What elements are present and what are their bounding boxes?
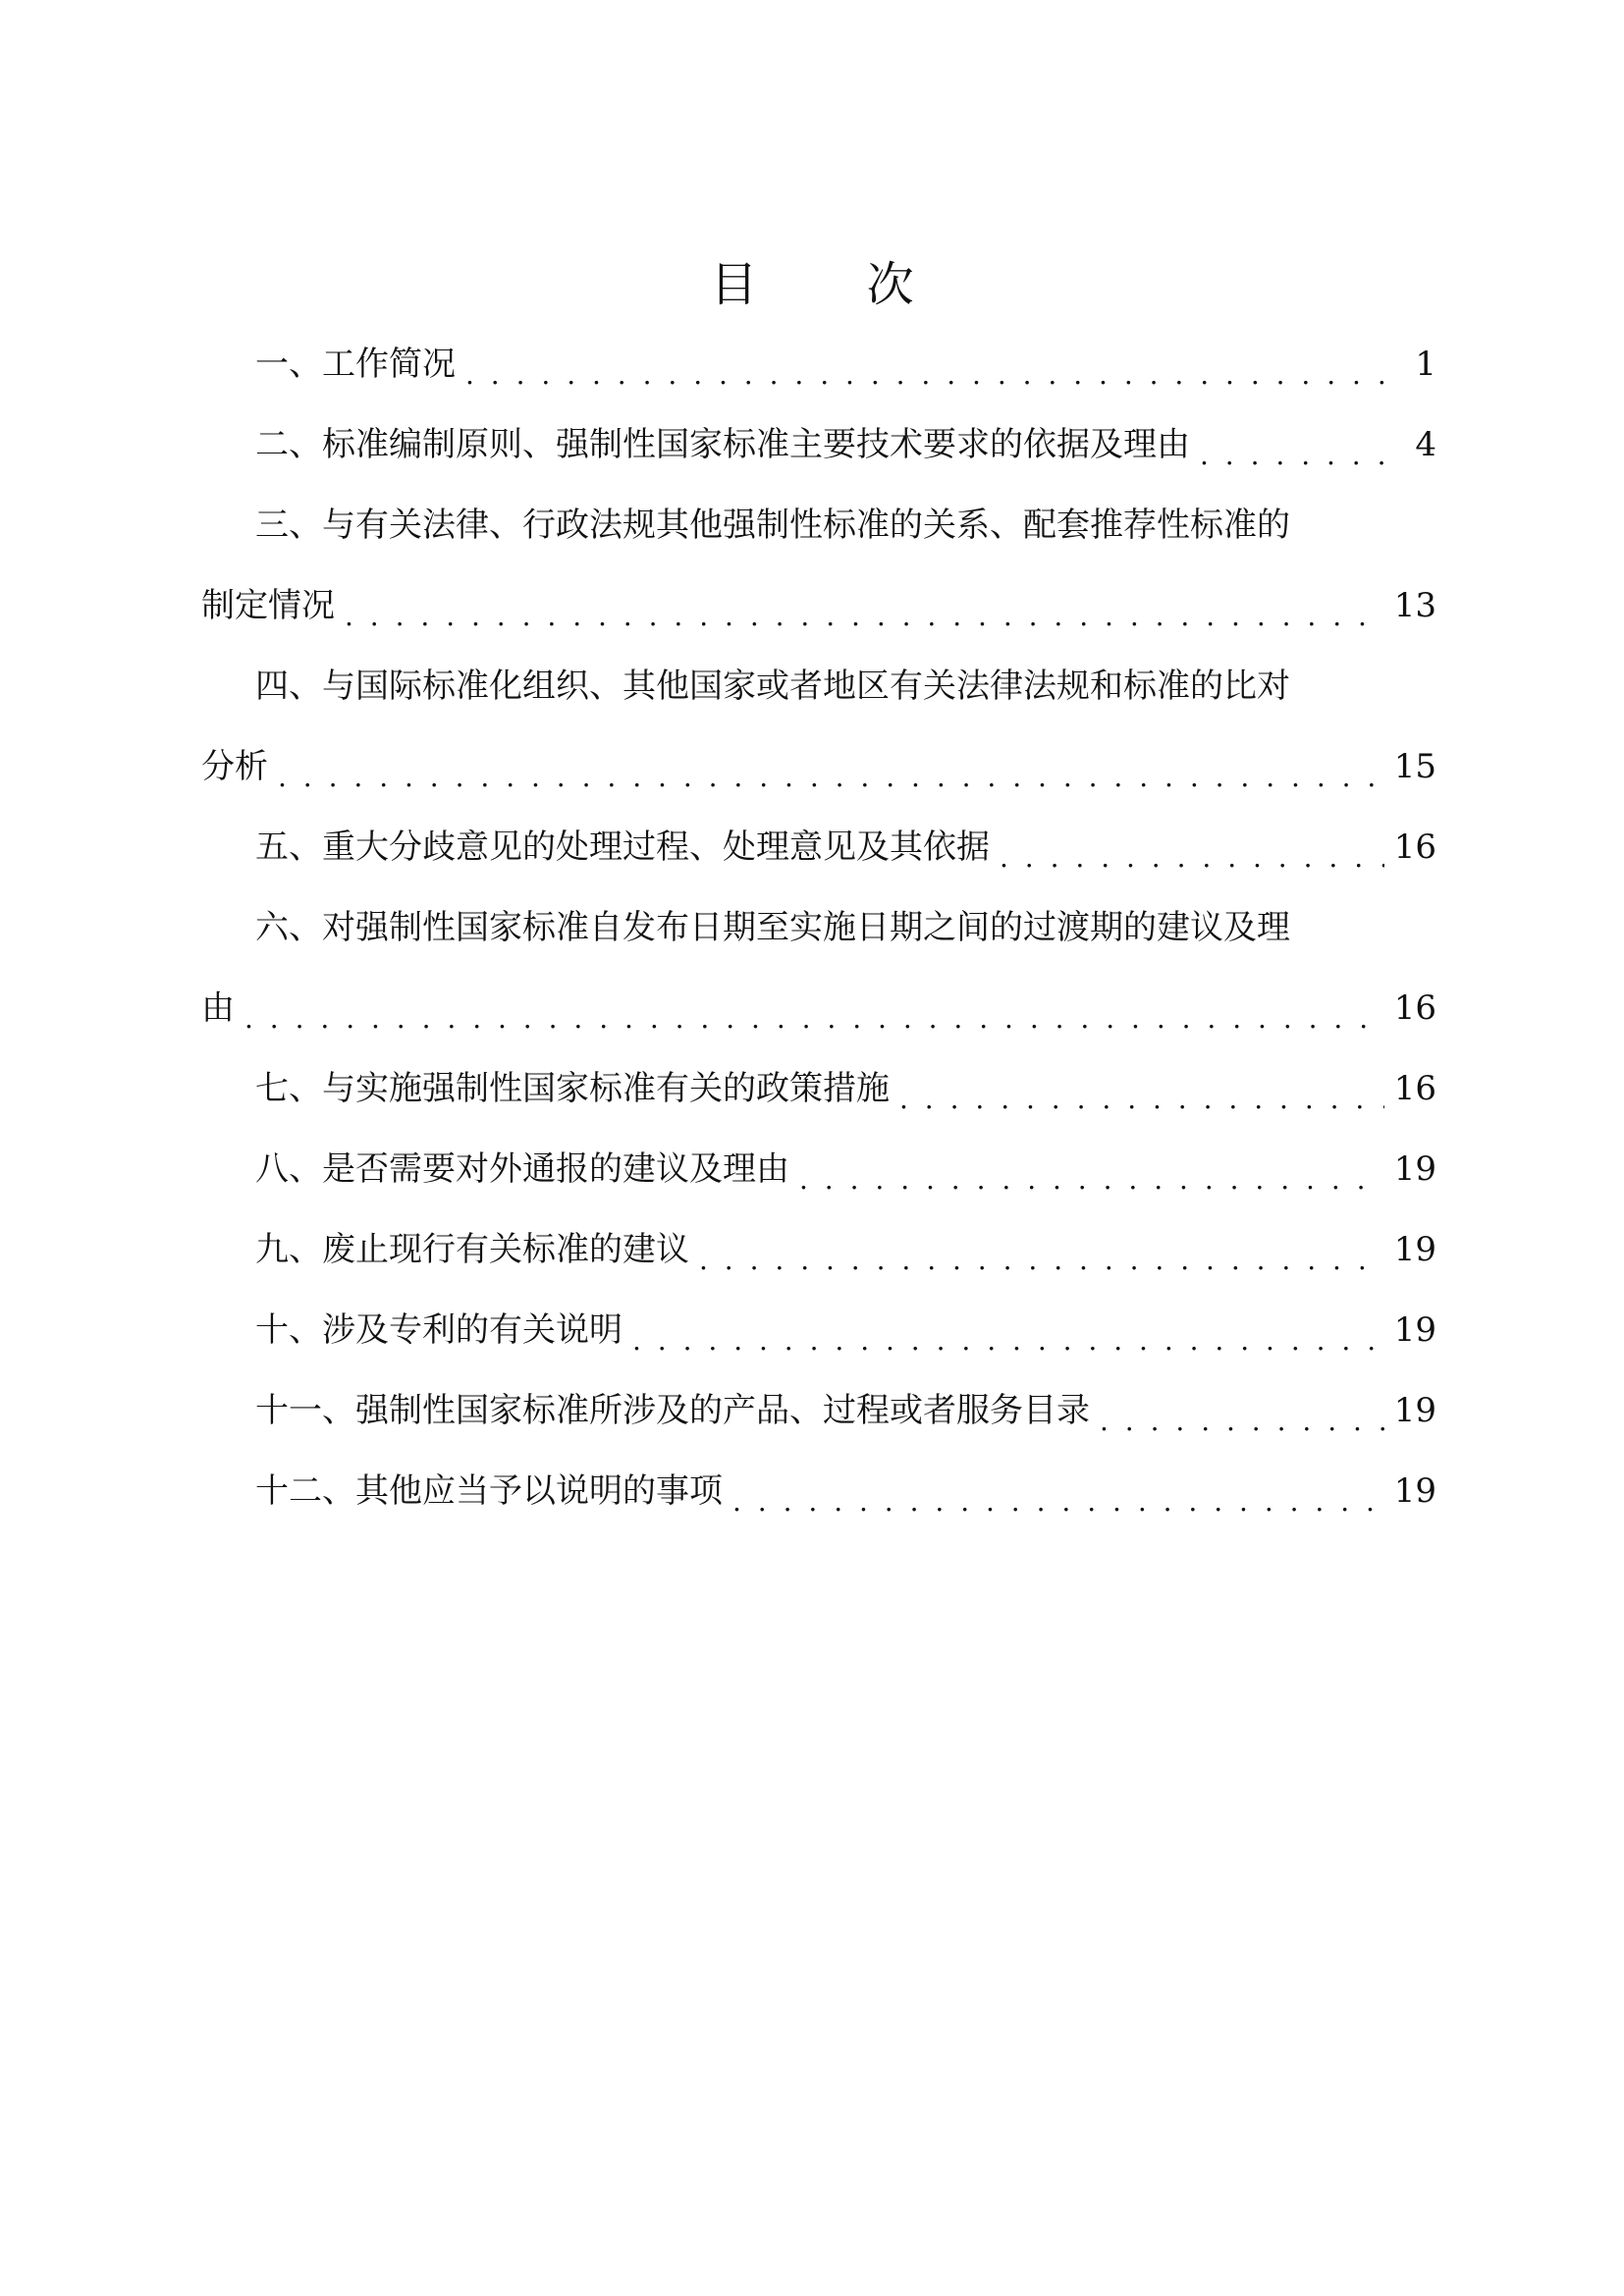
toc-leader-dots xyxy=(465,324,1387,404)
toc-entry[interactable] xyxy=(201,1451,1436,1531)
toc-entry-text: 十二、其他应当予以说明的事项 xyxy=(255,1471,723,1511)
toc-leader-dots xyxy=(632,1290,1384,1370)
toc-entry[interactable] xyxy=(201,807,1436,887)
toc-entry-page: 19 xyxy=(1393,1391,1436,1430)
toc-entry-page: 4 xyxy=(1415,425,1436,464)
toc-leader-dots xyxy=(278,726,1384,807)
toc-entry-page: 13 xyxy=(1393,586,1436,625)
toc-entry[interactable] xyxy=(201,1370,1436,1451)
toc-entry-text: 九、废止现行有关标准的建议 xyxy=(255,1230,689,1269)
toc-list xyxy=(201,324,1436,1531)
toc-entry-line2[interactable] xyxy=(201,726,1436,807)
toc-entry-page: 16 xyxy=(1393,1069,1436,1108)
toc-entry[interactable] xyxy=(201,1048,1436,1129)
toc-leader-dots xyxy=(732,1451,1384,1531)
toc-entry-text: 由 xyxy=(201,988,235,1028)
toc-leader-dots xyxy=(699,1209,1384,1290)
toc-entry-page: 16 xyxy=(1393,988,1436,1028)
toc-title: 目 次 xyxy=(710,257,961,312)
toc-entry-text: 七、与实施强制性国家标准有关的政策措施 xyxy=(255,1069,890,1108)
toc-leader-dots xyxy=(799,1129,1384,1209)
toc-entry[interactable] xyxy=(201,404,1436,485)
toc-entry-text: 六、对强制性国家标准自发布日期至实施日期之间的过渡期的建议及理 xyxy=(255,908,1290,947)
toc-entry-text: 二、标准编制原则、强制性国家标准主要技术要求的依据及理由 xyxy=(255,425,1190,464)
toc-entry-text: 十、涉及专利的有关说明 xyxy=(255,1310,623,1350)
toc-leader-dots xyxy=(899,1048,1384,1129)
toc-entry-text: 五、重大分歧意见的处理过程、处理意见及其依据 xyxy=(255,828,990,867)
toc-entry-text: 四、与国际标准化组织、其他国家或者地区有关法律法规和标准的比对 xyxy=(255,667,1290,706)
toc-entry-page: 19 xyxy=(1393,1149,1436,1189)
toc-entry-line1[interactable] xyxy=(201,887,1436,968)
toc-entry-text: 三、与有关法律、行政法规其他强制性标准的关系、配套推荐性标准的 xyxy=(255,506,1290,545)
toc-entry[interactable] xyxy=(201,1209,1436,1290)
toc-leader-dots xyxy=(1000,807,1384,887)
toc-entry-text: 一、工作简况 xyxy=(255,345,456,384)
toc-entry[interactable] xyxy=(201,1290,1436,1370)
toc-entry[interactable] xyxy=(201,1129,1436,1209)
toc-entry-text: 八、是否需要对外通报的建议及理由 xyxy=(255,1149,789,1189)
toc-entry-page: 19 xyxy=(1393,1230,1436,1269)
toc-entry-line1[interactable] xyxy=(201,485,1436,565)
toc-leader-dots xyxy=(1200,404,1387,485)
toc-entry-page: 16 xyxy=(1393,828,1436,867)
toc-leader-dots xyxy=(345,565,1384,646)
toc-entry-page: 15 xyxy=(1393,747,1436,786)
toc-entry-text: 制定情况 xyxy=(201,586,335,625)
toc-entry-text: 十一、强制性国家标准所涉及的产品、过程或者服务目录 xyxy=(255,1391,1090,1430)
toc-leader-dots xyxy=(244,968,1384,1048)
toc-entry-page: 19 xyxy=(1393,1310,1436,1350)
toc-entry-line1[interactable] xyxy=(201,646,1436,726)
toc-entry-page: 19 xyxy=(1393,1471,1436,1511)
toc-leader-dots xyxy=(1100,1370,1384,1451)
toc-entry-line2[interactable] xyxy=(201,565,1436,646)
toc-entry[interactable] xyxy=(201,324,1436,404)
toc-entry-page: 1 xyxy=(1415,345,1436,384)
toc-entry-line2[interactable] xyxy=(201,968,1436,1048)
toc-entry-text: 分析 xyxy=(201,747,268,786)
